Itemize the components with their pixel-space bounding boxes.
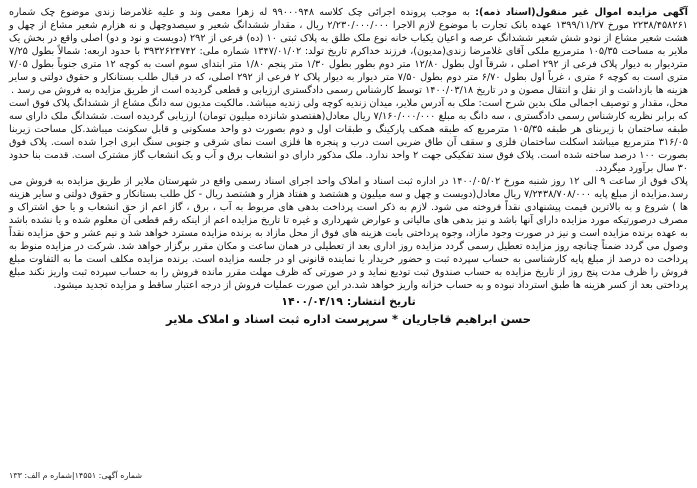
notice-title: آگهی مزایده اموال غیر منقول(اسناد ذمه): [475, 7, 688, 18]
property-description: محل، مقدار و توصیف اجمالی ملک بدین شرح است: ملک به آدرس ملایر، میدان زندیه کوچه ولی زندیه میباشد. مالکیت مدیون سه دانگ مشاع از ششدانگ پلاک فوق است که برابر نظریه کارشناس رسمی دادگستری ، سه دانگ به مبلغ ۷/۱۶۰/۰۰۰/۰۰۰ ریال معادل(هفتصدو شانزده میلیون تومان) ارزیابی گردیده است. ششدانگ ملک دارای سه طبقه ساختمان با زیربنای هر طبقه ۱۰۵/۳۵ مترمربع که طبقه همکف پارکینگ و طبقات اول و دوم بصورت دو واحد مسکونی و قابل سکونت میباشد.کل مساحت زیربنا ۳۱۶/۰۵ مترمربع میباشد اسکلت ساختمان فلزی و سقف آن طاق ضربی است درب و پنجره ها فلزی است نمای شرقی و جنوبی سنگ ابری اجرا شده است. پلاک فوق بصورت ۱۰۰ درصد ساخته شده است. پلاک فوق سند تفکیکی جهت ۲ واحد ندارد. ملک مذکور دارای دو انشعاب برق و آب و یک انشعاب گاز مشترک است. قدمت بنا حدود ۳۰ سال برآورد میگردد. [9, 98, 688, 174]
notice-body [9, 6, 688, 97]
auction-terms: پلاک فوق از ساعت ۹ الی ۱۲ روز شنبه مورخ ۱۴۰۰/۰۵/۰۲ در اداره ثبت اسناد و املاک واحد اجرای اسناد رسمی واقع در شهرستان ملایر از طریق مزایده به فروش می رسد.مزایده از مبلغ پایه ۷/۲۴۳۸/۷۰۸/۰۰۰ ریال معادل(دویست و چهل و سه میلیون و هشتصد و هفتاد هزار و هشتصد ریال - کل طلب بستانکار و حقوق دولتی و سایر هزینه ها ) شروع و به بالاترین قیمت پیشنهادی نقداً فروخته می شود. لازم به ذکر است پرداخت بدهی های مربوط به آب ، برق ، گاز اعم از حق انشعاب و یا حق اشتراک و مصرف درصورتیکه مورد مزایده دارای آنها باشد و نیز بدهی های مالیاتی و عوارض شهرداری و غیره تا تاریخ مزایده اعم از اینکه رقم قطعی آن معلوم شده و یا نشده باشد به عهده برنده مزایده است و نیز در صورت وجود مازاد، وجوه پرداختی بابت هزینه های فوق از محل مازاد به برنده مزایده مسترد خواهد شد و نیم عشر و حق مزایده نقداً وصول می گردد ضمناً چنانچه روز مزایده تعطیل رسمی گردد مزایده روز اداری بعد از تعطیلی در همان ساعت و مکان مقرر برگزار خواهد شد. شرکت در مزایده منوط به پرداخت ده درصد از مبلغ پایه کارشناسی به حساب سپرده ثبت و حضور خریدار یا نماینده قانونی او در جلسه مزایده است. برنده مزایده مکلف است ما به التفاوت مبلغ فروش را ظرف مدت پنج روز از تاریخ مزایده به حساب صندوق ثبت تودیع نماید و در صورتی که ظرف مهلت مقرر مانده فروش را به حساب سپرده ثبت واریز نکند مبلغ پرداختی بعد از کسر هزینه ها طبق استرداد نبوده و به حساب خزانه واریز خواهد شد.در این صورت عملیات فروش از درجه اعتبار ساقط و مزایده تجدید میشود. [9, 176, 689, 291]
signature-line: حسن ابراهیم قاجاریان * سرپرست اداره ثبت اسناد و املاک ملایر [166, 312, 531, 326]
notice-footer-id: شماره آگهی: ۱۴۵۵۱|شماره م الف: ۱۳۳ [9, 471, 143, 480]
publication-date: تاریخ انتشار: ۱۴۰۰/۰۴/۱۹ [281, 295, 416, 308]
notice-paragraph-1: به موجب پرونده اجرائی چک کلاسه ۹۹۰۰۰۹۴۸ له زهرا معمی وند و علیه غلامرضا زندی موضوع چک شماره ۲۲۳۸/۴۵۸۲۶۱ مورخ ۱۳۹۹/۱۱/۲۷ عهده بانک تجارت با موضوع لازم الاجرا ۲/۲۳۰/۰۰۰/۰۰۰ ریال ، مقدار ششدانگ شعیر و سیصدوچهل و نه هزارم شعیر مشاع از چهل و هشت شعیر مشاع از نودو شش شعیر ششدانگ عرصه و اعیان یکباب خانه نوع ملک طلق به پلاک ثبتی ۱۰ (ده) فرعی از ۲۹۲ (دویست و نود و دو) اصلی واقع در بخش یک ملایر به مساحت ۱۰۵/۳۵ مترمربع ملکی آقای غلامرضا زندی(مدیون)، فرزند خداکرم تاریخ تولد: ۱۳۴۷/۰۱/۰۲ شماره ملی: ۳۹۳۲۶۲۴۷۴۲ با حدود اربعه: شمالاً بطول ۷/۲۵ متردیوار به دیوار پلاک فرعی از ۲۹۲ اصلی ، شرقاً اول بطول ۱۲/۸۰ متر دوم بطور بطول ۱/۳۰ متر پنجم ۱/۸۰ متر ابتدای سوم است به کوچه ۱۲ متری جنوباً بطول ۷/۰۵ متری است به کوچه ۶ متری ، غرباً اول بطول ۶/۷۰ متر دوم بطول ۷/۵۰ متر دیوار به دیوار پلاک ۲ فرعی از ۲۹۲ اصلی، که در قبال طلب بستانکار و حقوق دولتی و سایر هزینه ها بازداشت و از نقل و انتقال مصون و در تاریخ ۱۴۰۰/۰۳/۱۸ توسط کارشناس رسمی دادگستری ارزیابی و قطعی گردیده است از طریق مزایده به فروش می رسد . [9, 7, 689, 96]
